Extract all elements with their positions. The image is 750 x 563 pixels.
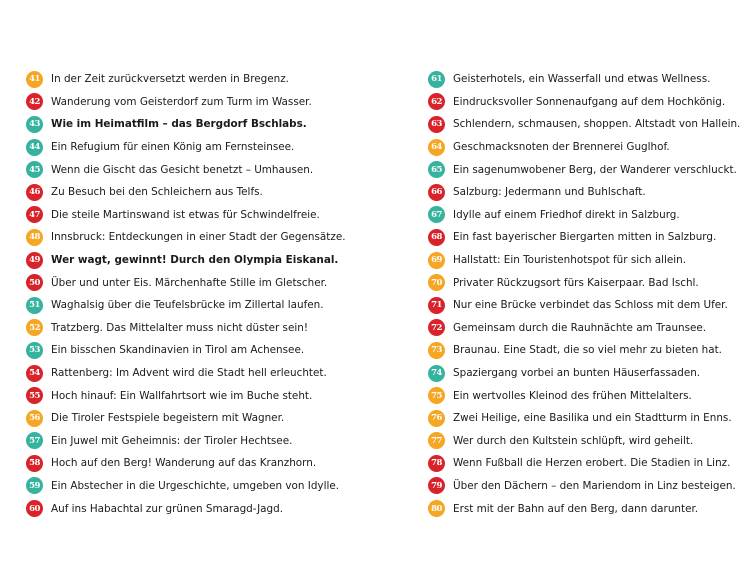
- number-badge: 44: [26, 139, 43, 156]
- number-badge: 48: [26, 229, 43, 246]
- number-badge: 56: [26, 410, 43, 427]
- entry-title: Schlendern, schmausen, shoppen. Altstadt von Hallein.: [453, 118, 741, 131]
- entry-title: Hoch auf den Berg! Wanderung auf das Kranzhorn.: [51, 457, 317, 470]
- entry-title: Hoch hinauf: Ein Wallfahrtsort wie im Buche steht.: [51, 389, 313, 402]
- list-item[interactable]: [428, 91, 740, 114]
- number-badge: 52: [26, 319, 43, 336]
- number-badge: 60: [26, 500, 43, 517]
- list-item[interactable]: [26, 113, 346, 136]
- number-badge: 76: [428, 410, 445, 427]
- list-item[interactable]: [428, 204, 740, 227]
- number-badge: 59: [26, 477, 43, 494]
- number-badge: 71: [428, 297, 445, 314]
- list-item[interactable]: [428, 452, 740, 475]
- number-badge: 63: [428, 116, 445, 133]
- entry-title: Die Tiroler Festspiele begeistern mit Wagner.: [51, 412, 285, 425]
- entry-title: Ein bisschen Skandinavien in Tirol am Achensee.: [51, 344, 305, 357]
- list-item[interactable]: [428, 181, 740, 204]
- number-badge: 58: [26, 455, 43, 472]
- entry-title: Wanderung vom Geisterdorf zum Turm im Wasser.: [51, 95, 312, 108]
- entry-title: Ein sagenumwobener Berg, der Wanderer verschluckt.: [453, 163, 737, 176]
- number-badge: 50: [26, 274, 43, 291]
- entry-title: Erst mit der Bahn auf den Berg, dann darunter.: [453, 502, 699, 515]
- entry-title: Ein wertvolles Kleinod des frühen Mittelalters.: [453, 389, 692, 402]
- entry-title: Tratzberg. Das Mittelalter muss nicht düster sein!: [51, 321, 308, 334]
- number-badge: 49: [26, 252, 43, 269]
- number-badge: 73: [428, 342, 445, 359]
- entry-title: Ein Juwel mit Geheimnis: der Tiroler Hechtsee.: [51, 434, 293, 447]
- entry-title: Über und unter Eis. Märchenhafte Stille im Gletscher.: [51, 276, 328, 289]
- number-badge: 57: [26, 432, 43, 449]
- list-item[interactable]: [428, 271, 740, 294]
- entry-title: Zwei Heilige, eine Basilika und ein Stadtturm in Enns.: [453, 412, 732, 425]
- number-badge: 45: [26, 161, 43, 178]
- number-badge: 46: [26, 184, 43, 201]
- number-badge: 62: [428, 93, 445, 110]
- list-item[interactable]: [428, 136, 740, 159]
- entry-title: Idylle auf einem Friedhof direkt in Salzburg.: [453, 208, 680, 221]
- number-badge: 41: [26, 71, 43, 88]
- number-badge: 77: [428, 432, 445, 449]
- list-item[interactable]: [26, 407, 346, 430]
- number-badge: 61: [428, 71, 445, 88]
- entry-title: Rattenberg: Im Advent wird die Stadt hell erleuchtet.: [51, 367, 327, 380]
- entry-title: Hallstatt: Ein Touristenhotspot für sich allein.: [453, 254, 687, 267]
- entry-title: Gemeinsam durch die Rauhnächte am Traunsee.: [453, 321, 707, 334]
- number-badge: 66: [428, 184, 445, 201]
- list-item[interactable]: [428, 339, 740, 362]
- entry-title: Nur eine Brücke verbindet das Schloss mit dem Ufer.: [453, 299, 728, 312]
- list-item[interactable]: [428, 317, 740, 340]
- entry-title: In der Zeit zurückversetzt werden in Bregenz.: [51, 73, 289, 86]
- list-item[interactable]: [428, 249, 740, 272]
- number-badge: 78: [428, 455, 445, 472]
- number-badge: 68: [428, 229, 445, 246]
- number-badge: 65: [428, 161, 445, 178]
- entry-title: Waghalsig über die Teufelsbrücke im Zillertal laufen.: [51, 299, 324, 312]
- number-badge: 42: [26, 93, 43, 110]
- list-item[interactable]: [26, 158, 346, 181]
- number-badge: 69: [428, 252, 445, 269]
- entry-title: Wer wagt, gewinnt! Durch den Olympia Eiskanal.: [51, 254, 339, 267]
- entry-title: Braunau. Eine Stadt, die so viel mehr zu bieten hat.: [453, 344, 722, 357]
- number-badge: 80: [428, 500, 445, 517]
- left-column: [26, 68, 346, 520]
- list-item[interactable]: [428, 113, 740, 136]
- list-item[interactable]: [428, 384, 740, 407]
- list-item[interactable]: [428, 407, 740, 430]
- entry-title: Spaziergang vorbei an bunten Häuserfassaden.: [453, 367, 701, 380]
- list-item[interactable]: [26, 271, 346, 294]
- list-item[interactable]: [26, 249, 346, 272]
- number-badge: 72: [428, 319, 445, 336]
- number-badge: 55: [26, 387, 43, 404]
- list-item[interactable]: [428, 497, 740, 520]
- number-badge: 74: [428, 365, 445, 382]
- list-item[interactable]: [428, 430, 740, 453]
- list-item[interactable]: [26, 68, 346, 91]
- list-item[interactable]: [26, 339, 346, 362]
- entry-title: Geschmacksnoten der Brennerei Guglhof.: [453, 141, 670, 154]
- number-badge: 79: [428, 477, 445, 494]
- list-item[interactable]: [428, 362, 740, 385]
- number-badge: 70: [428, 274, 445, 291]
- entry-title: Ein fast bayerischer Biergarten mitten in Salzburg.: [453, 231, 717, 244]
- list-item[interactable]: [428, 158, 740, 181]
- entry-title: Salzburg: Jedermann und Buhlschaft.: [453, 186, 646, 199]
- list-item[interactable]: [26, 475, 346, 498]
- number-badge: 75: [428, 387, 445, 404]
- list-item[interactable]: [428, 294, 740, 317]
- entry-title: Eindrucksvoller Sonnenaufgang auf dem Hochkönig.: [453, 95, 726, 108]
- list-item[interactable]: [26, 294, 346, 317]
- list-item[interactable]: [26, 452, 346, 475]
- list-item[interactable]: [26, 226, 346, 249]
- list-item[interactable]: [26, 204, 346, 227]
- list-item[interactable]: [26, 430, 346, 453]
- list-item[interactable]: [428, 475, 740, 498]
- number-badge: 64: [428, 139, 445, 156]
- number-badge: 67: [428, 206, 445, 223]
- entry-title: Wenn die Gischt das Gesicht benetzt – Umhausen.: [51, 163, 314, 176]
- list-item[interactable]: [26, 136, 346, 159]
- number-badge: 43: [26, 116, 43, 133]
- entry-title: Die steile Martinswand ist etwas für Schwindelfreie.: [51, 208, 320, 221]
- entry-title: Zu Besuch bei den Schleichern aus Telfs.: [51, 186, 263, 199]
- entry-title: Ein Refugium für einen König am Fernsteinsee.: [51, 141, 295, 154]
- list-item[interactable]: [26, 497, 346, 520]
- list-item[interactable]: [26, 317, 346, 340]
- number-badge: 53: [26, 342, 43, 359]
- entry-title: Ein Abstecher in die Urgeschichte, umgeben von Idylle.: [51, 479, 340, 492]
- entry-title: Wer durch den Kultstein schlüpft, wird geheilt.: [453, 434, 694, 447]
- entry-title: Geisterhotels, ein Wasserfall und etwas Wellness.: [453, 73, 711, 86]
- entry-title: Wenn Fußball die Herzen erobert. Die Stadien in Linz.: [453, 457, 731, 470]
- number-badge: 51: [26, 297, 43, 314]
- list-item[interactable]: [26, 91, 346, 114]
- entry-title: Innsbruck: Entdeckungen in einer Stadt der Gegensätze.: [51, 231, 346, 244]
- list-item[interactable]: [428, 226, 740, 249]
- number-badge: 54: [26, 365, 43, 382]
- entry-title: Auf ins Habachtal zur grünen Smaragd-Jagd.: [51, 502, 284, 515]
- list-item[interactable]: [428, 68, 740, 91]
- list-item[interactable]: [26, 181, 346, 204]
- entry-title: Über den Dächern – den Mariendom in Linz besteigen.: [453, 479, 736, 492]
- entry-title: Privater Rückzugsort fürs Kaiserpaar. Bad Ischl.: [453, 276, 699, 289]
- list-item[interactable]: [26, 384, 346, 407]
- entry-title: Wie im Heimatfilm – das Bergdorf Bschlabs.: [51, 118, 307, 131]
- number-badge: 47: [26, 206, 43, 223]
- list-item[interactable]: [26, 362, 346, 385]
- right-column: [428, 68, 740, 520]
